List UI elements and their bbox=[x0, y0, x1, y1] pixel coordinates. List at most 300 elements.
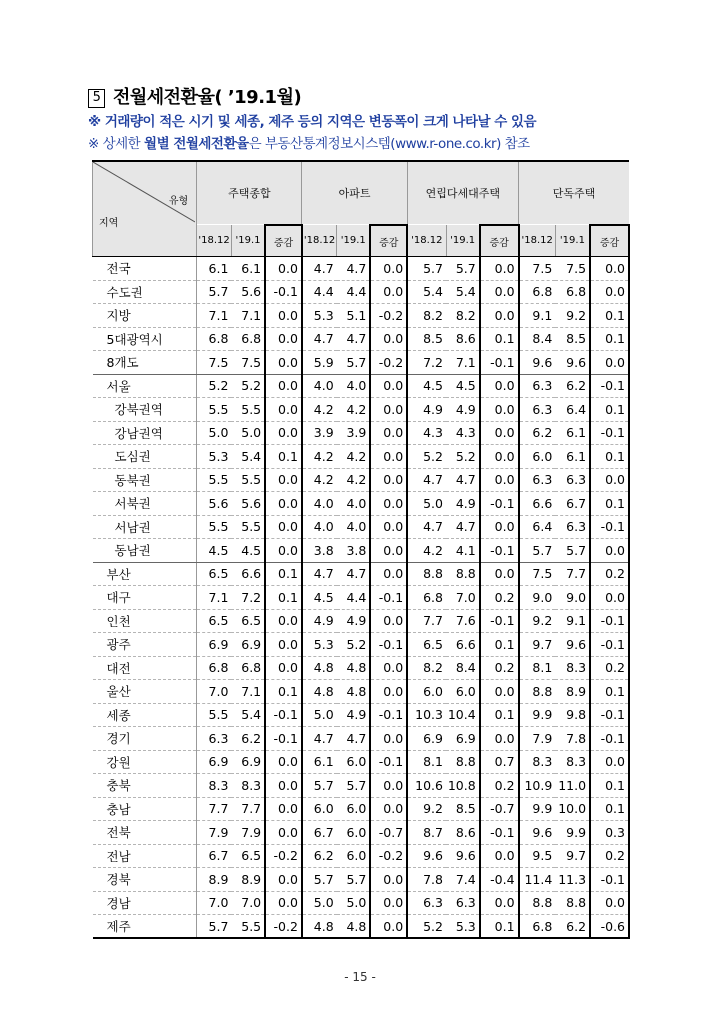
value-cell-prev: 5.7 bbox=[407, 257, 446, 281]
region-cell: 동북권 bbox=[93, 468, 197, 492]
value-cell-curr: 5.2 bbox=[231, 374, 265, 398]
value-cell-prev: 4.4 bbox=[302, 280, 337, 304]
value-cell-change: 0.0 bbox=[370, 515, 407, 539]
value-cell-change: 0.0 bbox=[265, 327, 302, 351]
value-cell-change: 0.1 bbox=[590, 797, 629, 821]
value-cell-prev: 7.1 bbox=[197, 586, 232, 610]
value-cell-curr: 4.8 bbox=[337, 915, 371, 939]
value-cell-change: 0.0 bbox=[370, 868, 407, 892]
value-cell-change: 0.0 bbox=[480, 280, 519, 304]
value-cell-change: 0.0 bbox=[480, 562, 519, 586]
value-cell-curr: 4.5 bbox=[231, 539, 265, 563]
value-cell-curr: 10.4 bbox=[446, 703, 480, 727]
table-row bbox=[93, 492, 630, 516]
value-cell-prev: 6.3 bbox=[197, 727, 232, 751]
value-cell-change: 0.0 bbox=[265, 609, 302, 633]
value-cell-curr: 5.7 bbox=[446, 257, 480, 281]
value-cell-curr: 9.8 bbox=[555, 703, 590, 727]
value-cell-curr: 4.1 bbox=[446, 539, 480, 563]
group-header-apartment: 아파트 bbox=[302, 161, 407, 225]
value-cell-change: -0.7 bbox=[480, 797, 519, 821]
value-cell-curr: 4.3 bbox=[446, 421, 480, 445]
value-cell-change: 0.0 bbox=[590, 586, 629, 610]
value-cell-change: 0.0 bbox=[265, 539, 302, 563]
table-body bbox=[93, 257, 630, 939]
subheader-change: 증감 bbox=[590, 225, 629, 257]
value-cell-curr: 7.9 bbox=[231, 821, 265, 845]
region-cell: 동남권 bbox=[93, 539, 197, 563]
value-cell-change: 0.0 bbox=[370, 445, 407, 469]
value-cell-change: 0.0 bbox=[370, 492, 407, 516]
value-cell-prev: 8.3 bbox=[197, 774, 232, 798]
value-cell-curr: 4.9 bbox=[446, 492, 480, 516]
value-cell-change: 0.0 bbox=[590, 539, 629, 563]
value-cell-prev: 6.1 bbox=[197, 257, 232, 281]
value-cell-prev: 5.0 bbox=[302, 703, 337, 727]
table-row bbox=[93, 468, 630, 492]
value-cell-curr: 4.7 bbox=[446, 515, 480, 539]
value-cell-change: 0.1 bbox=[590, 398, 629, 422]
value-cell-prev: 4.5 bbox=[302, 586, 337, 610]
subheader-curr: '19.1 bbox=[231, 225, 265, 257]
value-cell-curr: 6.0 bbox=[337, 844, 371, 868]
page-number: - 15 - bbox=[344, 970, 376, 984]
value-cell-prev: 5.7 bbox=[197, 280, 232, 304]
value-cell-curr: 5.4 bbox=[231, 703, 265, 727]
region-cell: 세종 bbox=[93, 703, 197, 727]
table-row bbox=[93, 633, 630, 657]
value-cell-prev: 5.5 bbox=[197, 398, 232, 422]
region-cell: 지방 bbox=[93, 304, 197, 328]
value-cell-curr: 6.5 bbox=[231, 609, 265, 633]
value-cell-change: 0.3 bbox=[590, 821, 629, 845]
value-cell-curr: 8.5 bbox=[446, 797, 480, 821]
value-cell-change: 0.0 bbox=[265, 351, 302, 375]
value-cell-prev: 9.1 bbox=[519, 304, 556, 328]
region-cell: 부산 bbox=[93, 562, 197, 586]
value-cell-change: 0.1 bbox=[590, 680, 629, 704]
region-cell: 인천 bbox=[93, 609, 197, 633]
region-cell: 도심권 bbox=[93, 445, 197, 469]
value-cell-change: 0.0 bbox=[590, 891, 629, 915]
value-cell-curr: 4.0 bbox=[337, 515, 371, 539]
region-cell: 8개도 bbox=[93, 351, 197, 375]
value-cell-curr: 4.4 bbox=[337, 586, 371, 610]
value-cell-curr: 4.7 bbox=[337, 562, 371, 586]
value-cell-curr: 6.2 bbox=[555, 915, 590, 939]
value-cell-curr: 4.8 bbox=[337, 656, 371, 680]
subheader-prev: '18.12 bbox=[197, 225, 232, 257]
value-cell-curr: 4.5 bbox=[446, 374, 480, 398]
value-cell-curr: 5.7 bbox=[337, 868, 371, 892]
value-cell-change: -0.1 bbox=[480, 492, 519, 516]
value-cell-prev: 5.3 bbox=[302, 304, 337, 328]
value-cell-curr: 7.6 bbox=[446, 609, 480, 633]
value-cell-change: -0.6 bbox=[590, 915, 629, 939]
value-cell-prev: 5.6 bbox=[197, 492, 232, 516]
value-cell-curr: 9.2 bbox=[555, 304, 590, 328]
region-cell: 강북권역 bbox=[93, 398, 197, 422]
value-cell-curr: 4.9 bbox=[337, 609, 371, 633]
value-cell-curr: 6.3 bbox=[555, 515, 590, 539]
value-cell-change: 0.0 bbox=[265, 633, 302, 657]
value-cell-curr: 6.0 bbox=[337, 750, 371, 774]
value-cell-curr: 5.3 bbox=[446, 915, 480, 939]
value-cell-curr: 6.1 bbox=[231, 257, 265, 281]
value-cell-change: 0.0 bbox=[370, 257, 407, 281]
value-cell-prev: 6.9 bbox=[197, 633, 232, 657]
value-cell-change: 0.0 bbox=[370, 727, 407, 751]
value-cell-prev: 4.7 bbox=[302, 562, 337, 586]
value-cell-curr: 6.2 bbox=[555, 374, 590, 398]
value-cell-change: 0.0 bbox=[265, 257, 302, 281]
value-cell-change: 0.1 bbox=[590, 327, 629, 351]
value-cell-curr: 8.8 bbox=[555, 891, 590, 915]
section-title-text: 전월세전환율( ’19.1월) bbox=[113, 87, 302, 108]
value-cell-prev: 9.5 bbox=[519, 844, 556, 868]
value-cell-prev: 4.2 bbox=[302, 468, 337, 492]
subheader-curr: '19.1 bbox=[555, 225, 590, 257]
value-cell-prev: 5.2 bbox=[407, 915, 446, 939]
value-cell-change: 0.1 bbox=[480, 915, 519, 939]
value-cell-change: 0.0 bbox=[265, 421, 302, 445]
value-cell-curr: 4.7 bbox=[337, 727, 371, 751]
region-cell: 대구 bbox=[93, 586, 197, 610]
value-cell-change: 0.0 bbox=[590, 468, 629, 492]
value-cell-change: -0.2 bbox=[370, 844, 407, 868]
note-reference-bold: 월별 전월세전환율 bbox=[144, 136, 249, 152]
note-volatility: ※ 거래량이 적은 시기 및 세종, 제주 등의 지역은 변동폭이 크게 나타날 수 있음 bbox=[88, 114, 537, 130]
value-cell-curr: 4.7 bbox=[337, 327, 371, 351]
region-cell: 경남 bbox=[93, 891, 197, 915]
value-cell-curr: 5.6 bbox=[231, 280, 265, 304]
table-row bbox=[93, 304, 630, 328]
value-cell-curr: 9.1 bbox=[555, 609, 590, 633]
value-cell-change: -0.1 bbox=[265, 727, 302, 751]
value-cell-change: 0.0 bbox=[370, 609, 407, 633]
value-cell-curr: 6.0 bbox=[446, 680, 480, 704]
value-cell-prev: 7.0 bbox=[197, 680, 232, 704]
value-cell-prev: 8.2 bbox=[407, 304, 446, 328]
region-cell: 충남 bbox=[93, 797, 197, 821]
value-cell-change: -0.1 bbox=[590, 633, 629, 657]
value-cell-change: -0.1 bbox=[370, 633, 407, 657]
value-cell-curr: 8.4 bbox=[446, 656, 480, 680]
value-cell-prev: 7.7 bbox=[407, 609, 446, 633]
value-cell-change: 0.0 bbox=[265, 468, 302, 492]
value-cell-curr: 6.8 bbox=[231, 656, 265, 680]
value-cell-prev: 4.7 bbox=[302, 327, 337, 351]
value-cell-change: 0.0 bbox=[370, 468, 407, 492]
table-row bbox=[93, 515, 630, 539]
value-cell-change: -0.7 bbox=[370, 821, 407, 845]
value-cell-change: -0.2 bbox=[370, 304, 407, 328]
value-cell-change: -0.1 bbox=[590, 609, 629, 633]
table-row bbox=[93, 821, 630, 845]
value-cell-change: 0.0 bbox=[265, 304, 302, 328]
value-cell-prev: 7.2 bbox=[407, 351, 446, 375]
region-cell: 전국 bbox=[93, 257, 197, 281]
value-cell-prev: 6.8 bbox=[519, 915, 556, 939]
value-cell-curr: 7.4 bbox=[446, 868, 480, 892]
value-cell-prev: 6.2 bbox=[302, 844, 337, 868]
value-cell-curr: 7.8 bbox=[555, 727, 590, 751]
table-corner-header bbox=[93, 161, 197, 257]
value-cell-change: 0.0 bbox=[265, 868, 302, 892]
value-cell-prev: 5.5 bbox=[197, 468, 232, 492]
value-cell-prev: 5.7 bbox=[519, 539, 556, 563]
value-cell-prev: 6.5 bbox=[197, 609, 232, 633]
value-cell-curr: 4.0 bbox=[337, 492, 371, 516]
value-cell-prev: 5.5 bbox=[197, 515, 232, 539]
table-row bbox=[93, 656, 630, 680]
value-cell-curr: 6.6 bbox=[231, 562, 265, 586]
value-cell-change: -0.1 bbox=[590, 727, 629, 751]
value-cell-prev: 5.7 bbox=[197, 915, 232, 939]
table-row bbox=[93, 703, 630, 727]
value-cell-change: 0.2 bbox=[590, 562, 629, 586]
value-cell-change: -0.2 bbox=[265, 915, 302, 939]
value-cell-prev: 6.6 bbox=[519, 492, 556, 516]
value-cell-prev: 4.2 bbox=[302, 398, 337, 422]
value-cell-prev: 9.2 bbox=[519, 609, 556, 633]
region-cell: 서남권 bbox=[93, 515, 197, 539]
value-cell-prev: 7.0 bbox=[197, 891, 232, 915]
value-cell-curr: 7.7 bbox=[555, 562, 590, 586]
value-cell-curr: 5.7 bbox=[337, 351, 371, 375]
value-cell-curr: 9.7 bbox=[555, 844, 590, 868]
value-cell-curr: 4.7 bbox=[337, 257, 371, 281]
value-cell-change: 0.0 bbox=[370, 774, 407, 798]
value-cell-change: 0.2 bbox=[480, 656, 519, 680]
group-header-rowhouse: 연립다세대주택 bbox=[407, 161, 518, 225]
value-cell-curr: 4.2 bbox=[337, 468, 371, 492]
value-cell-prev: 7.9 bbox=[197, 821, 232, 845]
value-cell-change: 0.0 bbox=[370, 562, 407, 586]
value-cell-curr: 7.1 bbox=[231, 680, 265, 704]
value-cell-curr: 7.2 bbox=[231, 586, 265, 610]
value-cell-prev: 9.9 bbox=[519, 703, 556, 727]
value-cell-change: 0.1 bbox=[480, 327, 519, 351]
note-reference-suffix: 은 부동산통계정보시스템(www.r-one.co.kr) 참조 bbox=[248, 136, 530, 152]
value-cell-prev: 4.9 bbox=[407, 398, 446, 422]
value-cell-prev: 4.7 bbox=[302, 727, 337, 751]
value-cell-prev: 6.3 bbox=[519, 374, 556, 398]
value-cell-change: 0.0 bbox=[370, 421, 407, 445]
value-cell-prev: 6.4 bbox=[519, 515, 556, 539]
value-cell-prev: 4.8 bbox=[302, 680, 337, 704]
region-cell: 대전 bbox=[93, 656, 197, 680]
table-row bbox=[93, 280, 630, 304]
group-header-house-total: 주택종합 bbox=[197, 161, 302, 225]
region-cell: 광주 bbox=[93, 633, 197, 657]
value-cell-change: 0.0 bbox=[480, 304, 519, 328]
value-cell-curr: 5.5 bbox=[231, 515, 265, 539]
value-cell-change: 0.0 bbox=[480, 515, 519, 539]
value-cell-curr: 6.1 bbox=[555, 445, 590, 469]
value-cell-prev: 9.6 bbox=[519, 351, 556, 375]
value-cell-curr: 7.1 bbox=[446, 351, 480, 375]
value-cell-change: -0.1 bbox=[590, 421, 629, 445]
value-cell-change: 0.0 bbox=[480, 257, 519, 281]
subheader-curr: '19.1 bbox=[337, 225, 371, 257]
value-cell-change: 0.0 bbox=[265, 398, 302, 422]
value-cell-prev: 7.7 bbox=[197, 797, 232, 821]
value-cell-curr: 4.0 bbox=[337, 374, 371, 398]
value-cell-prev: 5.9 bbox=[302, 351, 337, 375]
value-cell-change: -0.1 bbox=[370, 703, 407, 727]
value-cell-curr: 8.3 bbox=[555, 656, 590, 680]
value-cell-curr: 6.5 bbox=[231, 844, 265, 868]
value-cell-change: 0.1 bbox=[590, 492, 629, 516]
value-cell-prev: 4.3 bbox=[407, 421, 446, 445]
value-cell-change: -0.1 bbox=[590, 703, 629, 727]
value-cell-curr: 7.5 bbox=[555, 257, 590, 281]
value-cell-change: 0.1 bbox=[590, 774, 629, 798]
value-cell-change: -0.1 bbox=[480, 821, 519, 845]
value-cell-prev: 4.9 bbox=[302, 609, 337, 633]
value-cell-change: 0.0 bbox=[480, 891, 519, 915]
value-cell-prev: 6.5 bbox=[407, 633, 446, 657]
conversion-rate-table bbox=[92, 160, 630, 939]
value-cell-curr: 8.8 bbox=[446, 562, 480, 586]
value-cell-change: -0.2 bbox=[370, 351, 407, 375]
value-cell-prev: 6.8 bbox=[197, 656, 232, 680]
value-cell-curr: 6.8 bbox=[555, 280, 590, 304]
value-cell-curr: 5.7 bbox=[337, 774, 371, 798]
subheader-change: 증감 bbox=[480, 225, 519, 257]
value-cell-change: -0.1 bbox=[590, 868, 629, 892]
value-cell-change: 0.0 bbox=[265, 515, 302, 539]
region-cell: 전남 bbox=[93, 844, 197, 868]
value-cell-curr: 5.2 bbox=[337, 633, 371, 657]
value-cell-change: -0.1 bbox=[265, 703, 302, 727]
value-cell-prev: 4.7 bbox=[407, 515, 446, 539]
value-cell-prev: 7.1 bbox=[197, 304, 232, 328]
value-cell-curr: 5.2 bbox=[446, 445, 480, 469]
value-cell-curr: 7.0 bbox=[446, 586, 480, 610]
value-cell-change: 0.0 bbox=[370, 374, 407, 398]
value-cell-prev: 4.7 bbox=[302, 257, 337, 281]
corner-region-label: 지역 bbox=[99, 218, 119, 229]
value-cell-curr: 8.5 bbox=[555, 327, 590, 351]
table-row bbox=[93, 327, 630, 351]
value-cell-change: 0.1 bbox=[265, 445, 302, 469]
value-cell-curr: 5.4 bbox=[231, 445, 265, 469]
value-cell-change: -0.1 bbox=[370, 750, 407, 774]
value-cell-change: 0.1 bbox=[265, 562, 302, 586]
value-cell-curr: 7.5 bbox=[231, 351, 265, 375]
value-cell-prev: 5.5 bbox=[197, 703, 232, 727]
value-cell-change: 0.7 bbox=[480, 750, 519, 774]
region-cell: 경북 bbox=[93, 868, 197, 892]
value-cell-prev: 9.9 bbox=[519, 797, 556, 821]
value-cell-prev: 6.0 bbox=[407, 680, 446, 704]
value-cell-change: 0.0 bbox=[265, 891, 302, 915]
value-cell-change: 0.0 bbox=[590, 351, 629, 375]
value-cell-prev: 8.8 bbox=[519, 891, 556, 915]
region-cell: 강남권역 bbox=[93, 421, 197, 445]
value-cell-prev: 5.2 bbox=[407, 445, 446, 469]
table-row bbox=[93, 891, 630, 915]
value-cell-change: 0.0 bbox=[370, 327, 407, 351]
note-reference bbox=[88, 132, 530, 152]
value-cell-curr: 6.9 bbox=[231, 633, 265, 657]
value-cell-change: 0.0 bbox=[265, 656, 302, 680]
table-row bbox=[93, 562, 630, 586]
value-cell-change: -0.1 bbox=[590, 374, 629, 398]
value-cell-prev: 8.5 bbox=[407, 327, 446, 351]
value-cell-change: 0.0 bbox=[480, 421, 519, 445]
value-cell-prev: 5.2 bbox=[197, 374, 232, 398]
value-cell-curr: 10.0 bbox=[555, 797, 590, 821]
value-cell-change: 0.0 bbox=[265, 821, 302, 845]
value-cell-prev: 5.0 bbox=[302, 891, 337, 915]
value-cell-prev: 11.4 bbox=[519, 868, 556, 892]
value-cell-change: -0.1 bbox=[590, 515, 629, 539]
table-row bbox=[93, 774, 630, 798]
region-cell: 강원 bbox=[93, 750, 197, 774]
value-cell-change: 0.0 bbox=[370, 797, 407, 821]
value-cell-prev: 5.3 bbox=[197, 445, 232, 469]
value-cell-prev: 6.3 bbox=[519, 468, 556, 492]
value-cell-curr: 5.0 bbox=[231, 421, 265, 445]
value-cell-curr: 6.0 bbox=[337, 797, 371, 821]
table-row bbox=[93, 586, 630, 610]
value-cell-change: -0.1 bbox=[480, 351, 519, 375]
value-cell-curr: 7.7 bbox=[231, 797, 265, 821]
value-cell-change: -0.4 bbox=[480, 868, 519, 892]
value-cell-change: 0.1 bbox=[590, 304, 629, 328]
section-number: 5 bbox=[88, 89, 105, 108]
value-cell-curr: 4.9 bbox=[337, 703, 371, 727]
table-row bbox=[93, 374, 630, 398]
value-cell-curr: 6.8 bbox=[231, 327, 265, 351]
value-cell-change: 0.0 bbox=[480, 680, 519, 704]
value-cell-prev: 4.8 bbox=[302, 656, 337, 680]
value-cell-prev: 7.5 bbox=[519, 257, 556, 281]
region-cell: 5대광역시 bbox=[93, 327, 197, 351]
table-row bbox=[93, 609, 630, 633]
value-cell-prev: 10.3 bbox=[407, 703, 446, 727]
group-header-detached: 단독주택 bbox=[519, 161, 629, 225]
value-cell-change: -0.1 bbox=[265, 280, 302, 304]
region-cell: 수도권 bbox=[93, 280, 197, 304]
value-cell-prev: 9.0 bbox=[519, 586, 556, 610]
subheader-curr: '19.1 bbox=[446, 225, 480, 257]
value-cell-curr: 6.2 bbox=[231, 727, 265, 751]
value-cell-prev: 7.5 bbox=[519, 562, 556, 586]
subheader-prev: '18.12 bbox=[519, 225, 556, 257]
value-cell-change: 0.0 bbox=[265, 374, 302, 398]
value-cell-curr: 5.5 bbox=[231, 915, 265, 939]
value-cell-curr: 9.6 bbox=[446, 844, 480, 868]
value-cell-prev: 9.7 bbox=[519, 633, 556, 657]
value-cell-prev: 4.5 bbox=[197, 539, 232, 563]
value-cell-change: 0.0 bbox=[265, 774, 302, 798]
subheader-change: 증감 bbox=[265, 225, 302, 257]
value-cell-prev: 4.2 bbox=[302, 445, 337, 469]
value-cell-curr: 7.0 bbox=[231, 891, 265, 915]
corner-diagonal-line bbox=[93, 162, 195, 256]
value-cell-prev: 8.8 bbox=[407, 562, 446, 586]
value-cell-prev: 6.1 bbox=[302, 750, 337, 774]
value-cell-prev: 5.4 bbox=[407, 280, 446, 304]
value-cell-curr: 5.4 bbox=[446, 280, 480, 304]
value-cell-prev: 6.8 bbox=[519, 280, 556, 304]
value-cell-change: 0.1 bbox=[265, 586, 302, 610]
value-cell-curr: 6.7 bbox=[555, 492, 590, 516]
